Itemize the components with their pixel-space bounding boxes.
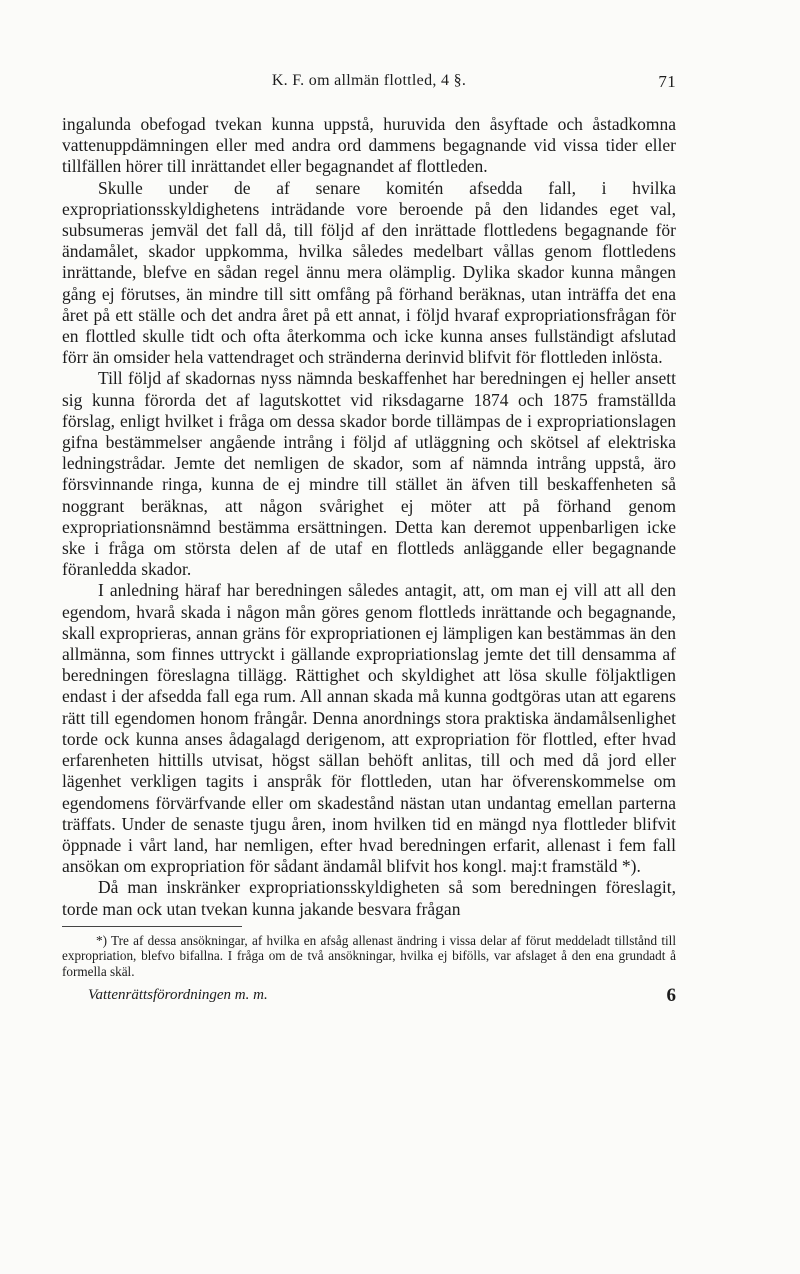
running-head: K. F. om allmän flottled, 4 §. [271, 72, 467, 89]
body-text [62, 114, 676, 920]
page-header [62, 72, 676, 102]
paragraph: ingalunda obefogad tvekan kunna uppstå, huruvida den åsyftade och åstadkomna vattenuppdämningen eller med andra ord dammens begagnande vid vissa tider eller tillfällen hörer till inrättandet eller begagnandet af flottleden. [62, 114, 676, 177]
signature-title: Vattenrättsförordningen m. m. [88, 986, 268, 1003]
footnote-divider [62, 926, 242, 927]
footnote: *) Tre af dessa ansökningar, af hvilka en afsåg allenast ändring i vissa delar af förut meddeladt tillstånd till expropriation, blefvo bifallna. I fråga om de två ansökningar, hvilka ej bifölls, var afslaget å den ena grundadt å formella skäl. [62, 932, 676, 979]
paragraph: Till följd af skadornas nyss nämnda beskaffenhet har beredningen ej heller ansett sig kunna förorda det af lagutskottet vid riksdagarne 1874 och 1875 framställda förslag, enligt hvilket i fråga om dessa skador borde tillämpas de i expropriationslagen gifna bestämmelser angående intrång i följd af utläggning och skötsel af elektriska ledningstrådar. Jemte det nemligen de skador, som af nämnda intrång uppstå, äro försvinnande ringa, kunna de ej mindre till stället än äfven till beskaffenheten så noggrant beräknas, att någon svårighet ej möter att på förhand genom expropriationsnämnd bestämma ersättningen. Detta kan deremot uppenbarligen icke ske i fråga om största delen af de utaf en flottleds anläggande eller begagnande föranledda skador. [62, 368, 676, 580]
paragraph: I anledning häraf har beredningen således antagit, att, om man ej vill att all den egendom, hvarå skada i någon mån göres genom flottleds inrättande och begagnande, skall exproprieras, annan gräns för expropriationen ej lämpligen kan bestämmas än den allmänna, som finnes uttryckt i gällande expropriationslag jemte det till densamma af beredningen föreslagna tillägg. Rättighet och skyldighet att lösa skulle följaktligen endast i der afsedda fall ega rum. All annan skada må kunna godtgöras utan att egarens rätt till egendomen honom frångår. Denna anordnings stora praktiska ändamålsenlighet torde ock kunna anses ådagalagd derigenom, att expropriation för flottled, efter hvad erfarenheten hittills utvisat, högst sällan behöft anlitas, till och med då jord eller lägenhet verkligen tagits i anspråk för flottleden, utan har öfverenskommelse om egendomens förvärfvande eller om skadestånd nästan utan undantag emellan parterna träffats. Under de senaste tjugu åren, inom hvilken tid en mängd nya flottleder blifvit öppnade i vårt land, har nemligen, efter hvad beredningen erfarit, allenast i fem fall ansökan om expropriation för sådant ändamål blifvit hos kongl. maj:t framstäld *). [62, 580, 676, 877]
sheet-signature-mark: 6 [666, 984, 676, 1006]
paragraph: Skulle under de af senare komitén afsedda fall, i hvilka expropriationsskyldighetens inträdande vore beroende på den lidandes eget val, subsumeras jemväl det fall då, till följd af den inrättade flottledens begagnande för ändamålet, skador uppkomma, hvilka således medelbart vållas genom flottledens inrättande, blefve en sådan regel ännu mera olämplig. Dylika skador kunna mången gång ej förutses, än mindre till sitt omfång på förhand beräknas, utan inträffa det ena året på ett ställe och det andra året på ett annat, i följd hvaraf expropriationsfrågan för en flottled skulle tidt och ofta återkomma och icke kunna anses fullständigt afslutad förr än omsider hela vattendraget och stränderna derinvid blifvit för flottleden inlösta. [62, 177, 676, 368]
page-number: 71 [658, 72, 676, 91]
signature-line [62, 984, 676, 1011]
document-page [62, 72, 676, 1011]
paragraph: Då man inskränker expropriationsskyldigheten så som beredningen föreslagit, torde man ock utan tvekan kunna jakande besvara frågan [62, 877, 676, 919]
